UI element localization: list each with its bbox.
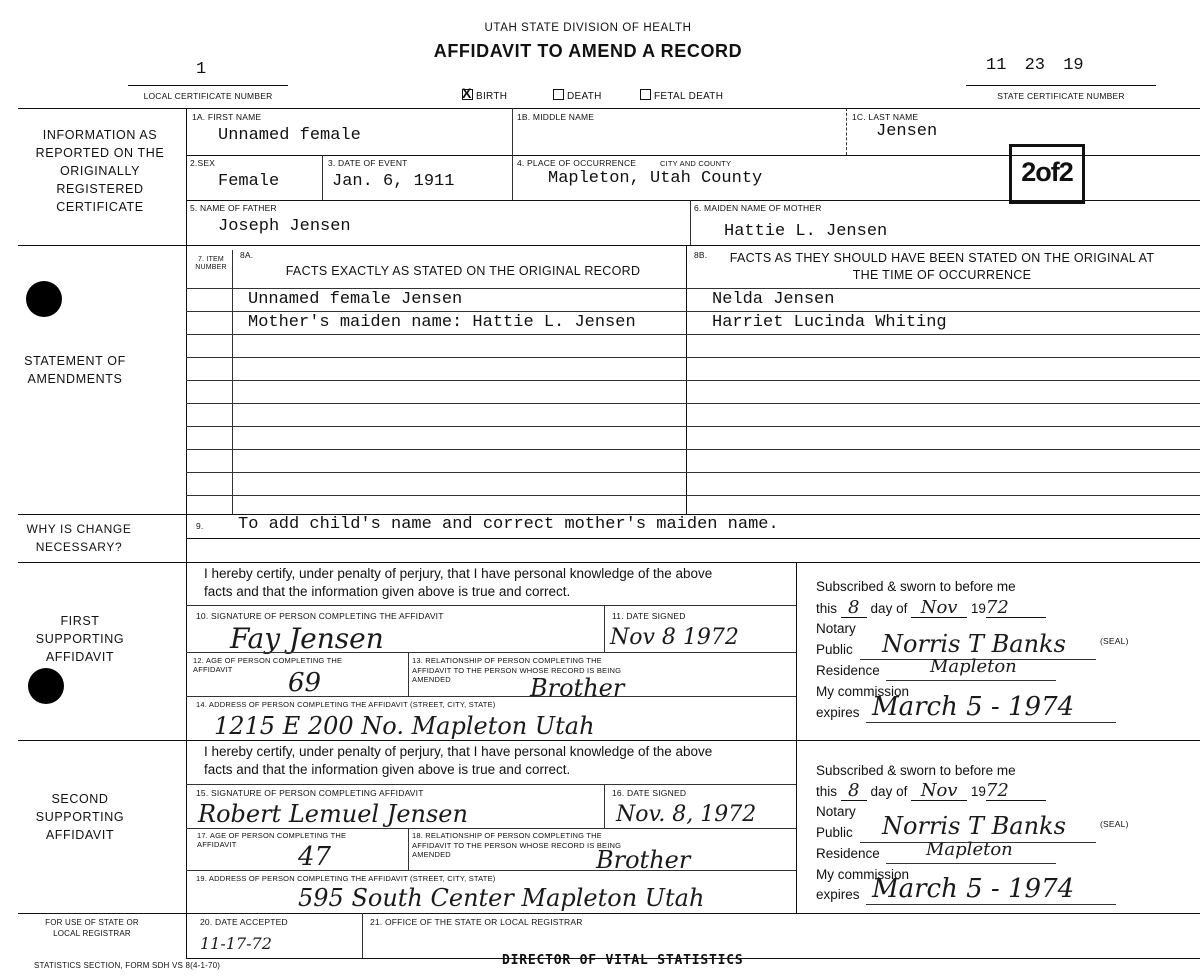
first-signature-label: 10. SIGNATURE OF PERSON COMPLETING THE AFFIDAVIT — [196, 611, 444, 621]
second-date-label: 16. DATE SIGNED — [612, 788, 687, 798]
father-label: 5. NAME OF FATHER — [190, 203, 277, 213]
fetal-death-checkbox[interactable] — [640, 89, 651, 100]
why-value: To add child's name and correct mother's maiden name. — [238, 515, 779, 534]
father-value: Joseph Jensen — [218, 217, 351, 236]
first-address-label: 14. ADDRESS OF PERSON COMPLETING THE AFFIDAVIT (STREET, CITY, STATE) — [196, 700, 496, 709]
mother-label: 6. MAIDEN NAME OF MOTHER — [694, 203, 822, 213]
form-footer: STATISTICS SECTION, FORM SDH VS 8(4-1-70) — [34, 961, 221, 970]
page-count-stamp-text: 2of2 — [1021, 157, 1073, 187]
second-age-label: 17. AGE OF PERSON COMPLETING THE AFFIDAVIT — [197, 831, 347, 849]
second-relationship-label: 18. RELATIONSHIP OF PERSON COMPLETING THE AFFIDAVIT TO THE PERSON WHOSE RECORD IS BEING AMENDED — [412, 831, 622, 859]
second-expires: March 5 - 1974 — [872, 874, 1075, 904]
date-of-event-value: Jan. 6, 1911 — [332, 172, 455, 191]
second-public-label: Public — [816, 825, 853, 840]
first-affidavit-label: FIRST SUPPORTING AFFIDAVIT — [35, 614, 125, 664]
first-notary-sworn: Subscribed & sworn to before me — [816, 579, 1016, 594]
first-notary-date-line: this 8 day of Nov 1972 — [816, 599, 1046, 618]
registrar-office-label: 21. OFFICE OF THE STATE OR LOCAL REGISTRAR — [370, 917, 583, 927]
sex-label: 2.SEX — [190, 158, 216, 168]
first-relationship-label: 13. RELATIONSHIP OF PERSON COMPLETING THE AFFIDAVIT TO THE PERSON WHOSE RECORD IS BEING AMENDED — [412, 656, 622, 684]
second-signature-label: 15. SIGNATURE OF PERSON COMPLETING AFFIDAVIT — [196, 788, 424, 798]
first-relationship: Brother — [530, 674, 625, 702]
second-date: Nov. 8, 1972 — [616, 802, 757, 827]
place-value: Mapleton, Utah County — [548, 169, 763, 188]
col-b-title: FACTS AS THEY SHOULD HAVE BEEN STATED ON THE ORIGINAL AT THE TIME OF OCCURRENCE — [729, 251, 1155, 282]
second-age: 47 — [298, 842, 332, 872]
first-date: Nov 8 1972 — [610, 625, 739, 650]
second-notary-label: Notary — [816, 804, 856, 819]
punch-hole-bottom — [28, 668, 64, 704]
record-type-birth[interactable]: XBIRTH — [462, 89, 507, 102]
original-info-label: INFORMATION AS REPORTED ON THE ORIGINALLY REGISTERED CERTIFICATE — [35, 128, 165, 214]
state-certificate-number: 11 23 19 — [986, 56, 1084, 75]
second-commission-label: My commission — [816, 867, 910, 882]
date-accepted: 11-17-72 — [200, 934, 272, 953]
death-checkbox[interactable] — [553, 89, 564, 100]
second-expires-label: expires — [816, 887, 860, 902]
first-age-label: 12. AGE OF PERSON COMPLETING THE AFFIDAVIT — [193, 656, 343, 674]
second-notary-date-line: this 8 day of Nov 1972 — [816, 782, 1046, 801]
second-signature: Robert Lemuel Jensen — [198, 800, 468, 828]
registrar-label: FOR USE OF STATE OR LOCAL REGISTRAR — [45, 918, 139, 938]
first-public-label: Public — [816, 642, 853, 657]
first-expires-label: expires — [816, 705, 860, 720]
first-seal: (SEAL) — [1100, 636, 1129, 646]
sex-value: Female — [218, 172, 280, 191]
first-notary-label: Notary — [816, 621, 856, 636]
col-b-number: 8B. — [694, 250, 708, 260]
local-certificate-number: 1 — [196, 60, 207, 79]
second-address: 595 South Center Mapleton Utah — [298, 884, 705, 912]
second-residence-label: Residence — [816, 846, 880, 861]
why-label: WHY IS CHANGE NECESSARY? — [26, 522, 132, 554]
punch-hole-top — [26, 281, 62, 317]
form-title: AFFIDAVIT TO AMEND A RECORD — [433, 41, 743, 61]
first-residence-label: Residence — [816, 663, 880, 678]
second-address-label: 19. ADDRESS OF PERSON COMPLETING THE AFFIDAVIT (STREET, CITY, STATE) — [196, 874, 496, 883]
agency-name: UTAH STATE DIVISION OF HEALTH — [484, 22, 692, 34]
item-number-label: 7. ITEM NUMBER — [195, 256, 227, 271]
first-address: 1215 E 200 No. Mapleton Utah — [214, 712, 595, 740]
first-notary-name: Norris T Banks — [882, 630, 1066, 658]
col-a-title: FACTS EXACTLY AS STATED ON THE ORIGINAL RECORD — [285, 264, 641, 278]
local-certificate-label: LOCAL CERTIFICATE NUMBER — [143, 91, 273, 101]
second-relationship: Brother — [596, 846, 691, 874]
date-accepted-label: 20. DATE ACCEPTED — [200, 917, 288, 927]
first-age: 69 — [288, 668, 322, 698]
first-residence: Mapleton — [930, 656, 1017, 677]
second-affidavit-label: SECOND SUPPORTING AFFIDAVIT — [35, 792, 125, 842]
date-of-event-label: 3. DATE OF EVENT — [328, 158, 408, 168]
second-certify-text: I hereby certify, under penalty of perjury, that I have personal knowledge of the above facts and that the information given above is true and correct. — [204, 744, 713, 777]
first-name-label: 1A. FIRST NAME — [192, 112, 262, 122]
second-seal: (SEAL) — [1100, 819, 1129, 829]
first-commission-label: My commission — [816, 684, 910, 699]
last-name-label: 1C. LAST NAME — [852, 112, 919, 122]
amendment-row-1-original: Unnamed female Jensen — [248, 290, 463, 309]
amendment-row-2-corrected: Harriet Lucinda Whiting — [712, 313, 947, 332]
record-type-death[interactable]: DEATH — [553, 89, 602, 102]
amendment-row-1-corrected: Nelda Jensen — [712, 290, 835, 309]
first-date-label: 11. DATE SIGNED — [612, 611, 686, 621]
place-sublabel: CITY AND COUNTY — [660, 159, 732, 168]
second-residence: Mapleton — [926, 839, 1013, 860]
second-notary-sworn: Subscribed & sworn to before me — [816, 763, 1016, 778]
first-expires: March 5 - 1974 — [872, 692, 1075, 722]
amendment-row-2-original: Mother's maiden name: Hattie L. Jensen — [248, 313, 636, 332]
first-certify-text: I hereby certify, under penalty of perjury, that I have personal knowledge of the above facts and that the information given above is true and correct. — [204, 566, 713, 599]
last-name-value: Jensen — [876, 122, 938, 141]
place-label: 4. PLACE OF OCCURRENCE — [517, 158, 637, 168]
first-name-value: Unnamed female — [218, 126, 361, 145]
registrar-office-stamp: DIRECTOR OF VITAL STATISTICS — [502, 953, 744, 968]
record-type-fetal-death[interactable]: FETAL DEATH — [640, 89, 723, 102]
mother-value: Hattie L. Jensen — [724, 222, 888, 241]
amendments-label: STATEMENT OF AMENDMENTS — [24, 354, 126, 386]
col-a-number: 8A. — [240, 250, 254, 260]
second-notary-name: Norris T Banks — [882, 812, 1066, 840]
middle-name-label: 1B. MIDDLE NAME — [517, 112, 595, 122]
first-signature: Fay Jensen — [230, 622, 384, 655]
why-number: 9. — [196, 521, 204, 531]
state-certificate-label: STATE CERTIFICATE NUMBER — [997, 91, 1125, 101]
birth-checkbox[interactable] — [462, 89, 473, 100]
